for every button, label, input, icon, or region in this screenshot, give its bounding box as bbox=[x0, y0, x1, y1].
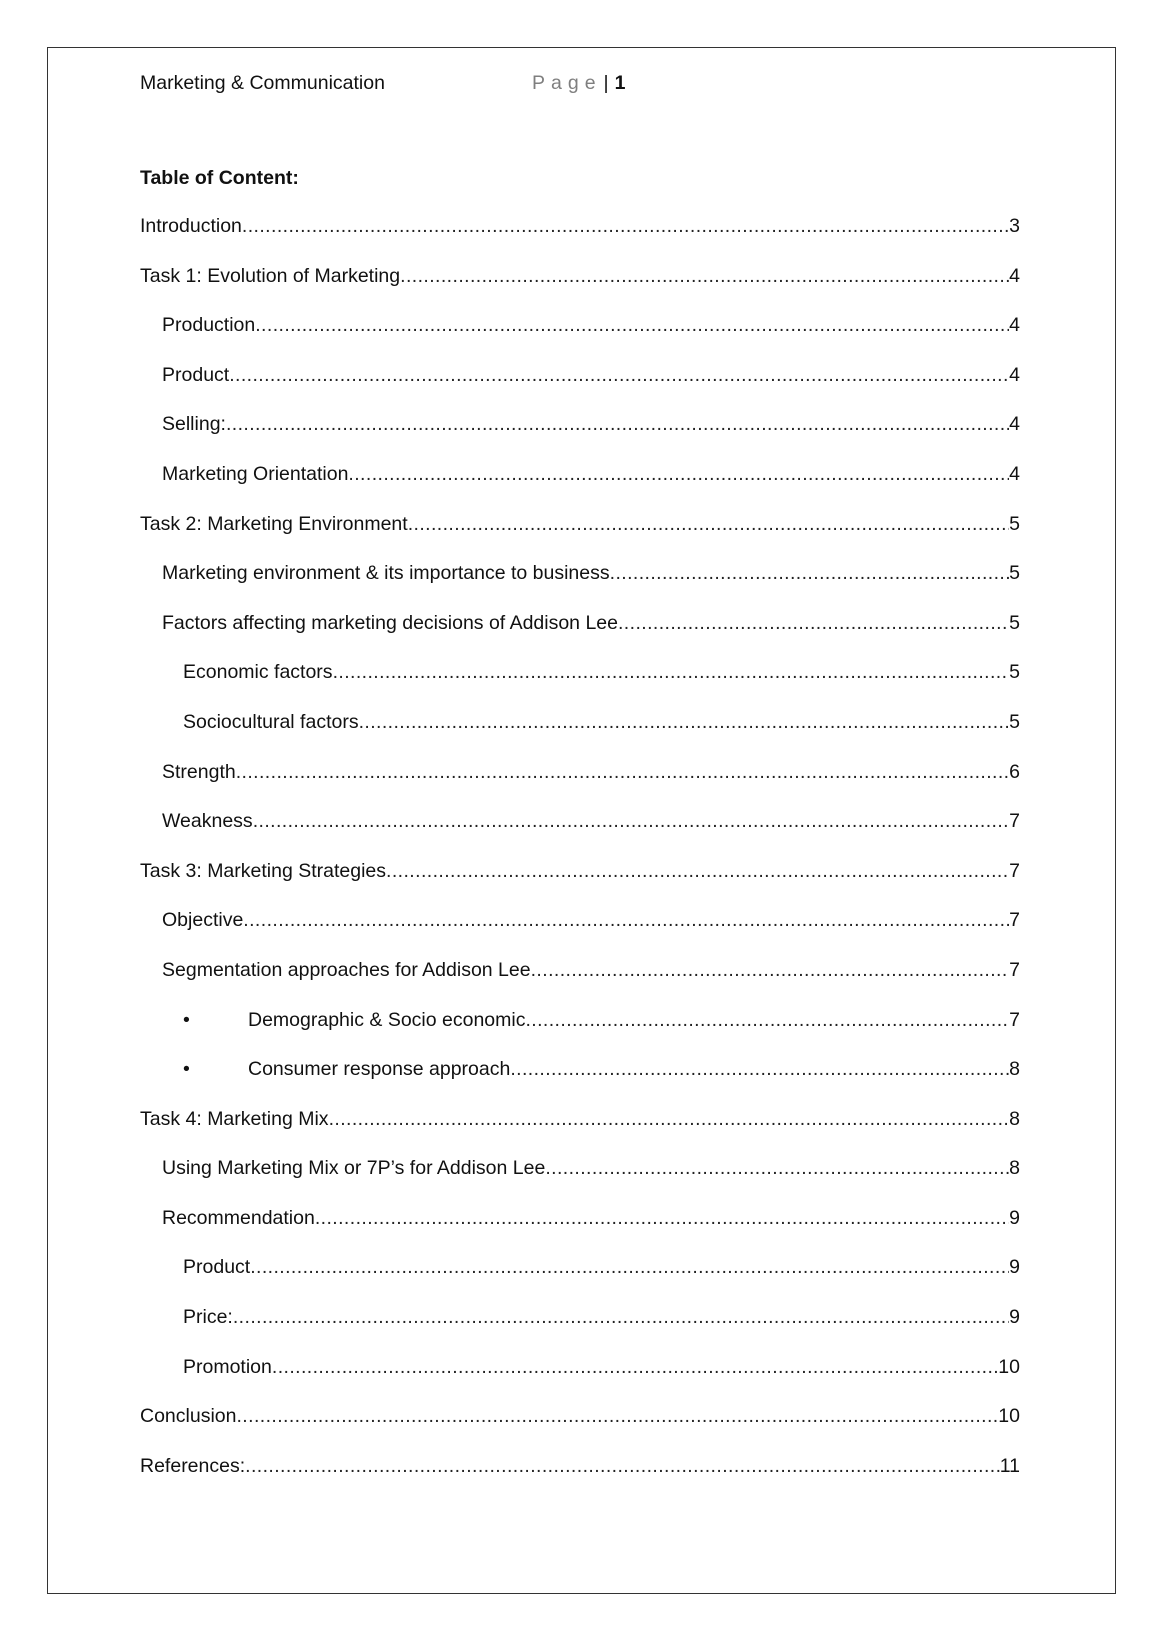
toc-heading: Table of Content: bbox=[140, 167, 299, 189]
toc-entry-page: 11 bbox=[999, 1454, 1020, 1477]
dot-leader bbox=[333, 657, 1010, 687]
dot-leader bbox=[329, 1104, 1010, 1134]
toc-entry-title: Weakness bbox=[162, 810, 253, 833]
toc-entry-title: Selling: bbox=[162, 413, 226, 436]
toc-entry-title: Task 1: Evolution of Marketing bbox=[140, 264, 401, 287]
toc-entry-page: 8 bbox=[1009, 1107, 1020, 1130]
toc-entry-page: 5 bbox=[1009, 611, 1020, 634]
toc-entry[interactable] bbox=[140, 905, 1020, 955]
toc-entry-page: 9 bbox=[1009, 1256, 1020, 1279]
dot-leader bbox=[618, 608, 1009, 638]
toc-entry-page: 4 bbox=[1009, 264, 1020, 287]
toc-entry-title: Using Marketing Mix or 7P’s for Addison Lee bbox=[162, 1157, 546, 1180]
toc-entry[interactable] bbox=[140, 310, 1020, 360]
toc-entry-title: Demographic & Socio economic bbox=[248, 1008, 526, 1031]
toc-entry-page: 5 bbox=[1009, 562, 1020, 585]
dot-leader bbox=[250, 1252, 1009, 1282]
dot-leader bbox=[386, 856, 1009, 886]
toc-entry-page: 5 bbox=[1009, 512, 1020, 535]
dot-leader bbox=[525, 1005, 1009, 1035]
toc-entry-page: 8 bbox=[1009, 1157, 1020, 1180]
toc-entry[interactable] bbox=[140, 1153, 1020, 1203]
toc-entry-title: Product bbox=[162, 363, 230, 386]
toc-entry-page: 10 bbox=[998, 1405, 1020, 1428]
toc-entry-page: 5 bbox=[1009, 710, 1020, 733]
dot-leader bbox=[272, 1352, 998, 1382]
toc-entry[interactable] bbox=[140, 657, 1020, 707]
toc-entry-page: 9 bbox=[1009, 1206, 1020, 1229]
dot-leader bbox=[245, 1451, 1000, 1481]
toc-entry-page: 7 bbox=[1009, 1008, 1020, 1031]
toc-entry[interactable] bbox=[140, 1104, 1020, 1154]
dot-leader bbox=[253, 806, 1009, 836]
toc-entry[interactable] bbox=[140, 1302, 1020, 1352]
table-of-contents bbox=[140, 211, 1020, 1500]
toc-entry-page: 8 bbox=[1009, 1058, 1020, 1081]
toc-entry[interactable] bbox=[140, 211, 1020, 261]
toc-entry[interactable] bbox=[140, 261, 1020, 311]
toc-entry-page: 7 bbox=[1009, 859, 1020, 882]
toc-entry-title: Segmentation approaches for Addison Lee bbox=[162, 958, 531, 981]
toc-entry-page: 6 bbox=[1009, 760, 1020, 783]
toc-entry[interactable] bbox=[140, 955, 1020, 1005]
dot-leader bbox=[233, 1302, 1009, 1332]
toc-entry-title: Recommendation bbox=[162, 1206, 315, 1229]
toc-entry-page: 4 bbox=[1009, 413, 1020, 436]
toc-entry-title: Introduction bbox=[140, 215, 242, 237]
toc-entry[interactable] bbox=[140, 608, 1020, 658]
dot-leader bbox=[400, 261, 1009, 291]
toc-entry-title: Task 2: Marketing Environment bbox=[140, 512, 408, 535]
toc-entry-title: Task 3: Marketing Strategies bbox=[140, 859, 387, 882]
dot-leader bbox=[315, 1203, 1009, 1233]
toc-entry[interactable] bbox=[140, 1451, 1020, 1501]
toc-entry[interactable] bbox=[140, 806, 1020, 856]
toc-entry[interactable] bbox=[140, 1352, 1020, 1402]
toc-entry-title: Economic factors bbox=[183, 661, 333, 684]
toc-entry[interactable] bbox=[140, 409, 1020, 459]
toc-entry[interactable] bbox=[140, 1005, 1020, 1055]
toc-entry-title: Task 4: Marketing Mix bbox=[140, 1107, 329, 1130]
toc-entry[interactable] bbox=[140, 509, 1020, 559]
toc-entry-title: References: bbox=[140, 1454, 246, 1477]
page-header bbox=[140, 68, 1040, 98]
toc-entry-page: 4 bbox=[1009, 363, 1020, 386]
toc-entry-title: Conclusion bbox=[140, 1405, 237, 1428]
toc-entry[interactable] bbox=[140, 757, 1020, 807]
toc-entry-page: 9 bbox=[1009, 1306, 1020, 1329]
page-separator: | bbox=[603, 72, 609, 94]
dot-leader bbox=[510, 1054, 1009, 1084]
toc-entry[interactable] bbox=[140, 1203, 1020, 1253]
toc-entry-title: Consumer response approach bbox=[248, 1058, 511, 1081]
toc-entry[interactable] bbox=[140, 459, 1020, 509]
toc-entry[interactable] bbox=[140, 1054, 1020, 1104]
toc-entry-title: Marketing Orientation bbox=[162, 462, 349, 485]
document-title: Marketing & Communication bbox=[140, 72, 385, 94]
toc-entry[interactable] bbox=[140, 1252, 1020, 1302]
toc-entry-title: Strength bbox=[162, 760, 236, 783]
page-label: Page bbox=[532, 72, 602, 94]
toc-entry-title: Product bbox=[183, 1256, 251, 1279]
toc-entry[interactable] bbox=[140, 856, 1020, 906]
toc-entry[interactable] bbox=[140, 360, 1020, 410]
dot-leader bbox=[242, 211, 1009, 241]
toc-entry-title: Marketing environment & its importance to business bbox=[162, 562, 610, 585]
toc-entry-page: 3 bbox=[1009, 215, 1020, 237]
dot-leader bbox=[226, 409, 1009, 439]
toc-entry-title: Price: bbox=[183, 1306, 233, 1329]
dot-leader bbox=[348, 459, 1009, 489]
bullet-icon: • bbox=[183, 1058, 190, 1081]
dot-leader bbox=[255, 310, 1009, 340]
toc-entry[interactable] bbox=[140, 707, 1020, 757]
toc-entry[interactable] bbox=[140, 1401, 1020, 1451]
toc-entry-page: 4 bbox=[1009, 462, 1020, 485]
page-number: 1 bbox=[614, 72, 626, 94]
toc-entry-page: 10 bbox=[998, 1355, 1020, 1378]
dot-leader bbox=[236, 757, 1009, 787]
dot-leader bbox=[236, 1401, 998, 1431]
bullet-icon: • bbox=[183, 1008, 190, 1031]
toc-entry-page: 7 bbox=[1009, 958, 1020, 981]
toc-entry-title: Objective bbox=[162, 909, 244, 932]
dot-leader bbox=[229, 360, 1009, 390]
toc-entry-title: Production bbox=[162, 314, 256, 337]
page-number-field bbox=[532, 68, 625, 98]
toc-entry-page: 5 bbox=[1009, 661, 1020, 684]
toc-entry-title: Promotion bbox=[183, 1355, 272, 1378]
dot-leader bbox=[610, 558, 1010, 588]
toc-entry-page: 7 bbox=[1009, 909, 1020, 932]
toc-entry-title: Factors affecting marketing decisions of Addison Lee bbox=[162, 611, 618, 634]
toc-entry-page: 4 bbox=[1009, 314, 1020, 337]
dot-leader bbox=[531, 955, 1010, 985]
dot-leader bbox=[545, 1153, 1009, 1183]
dot-leader bbox=[359, 707, 1010, 737]
dot-leader bbox=[408, 509, 1009, 539]
toc-entry[interactable] bbox=[140, 558, 1020, 608]
toc-entry-page: 7 bbox=[1009, 810, 1020, 833]
toc-entry-title: Sociocultural factors bbox=[183, 710, 359, 733]
dot-leader bbox=[243, 905, 1009, 935]
